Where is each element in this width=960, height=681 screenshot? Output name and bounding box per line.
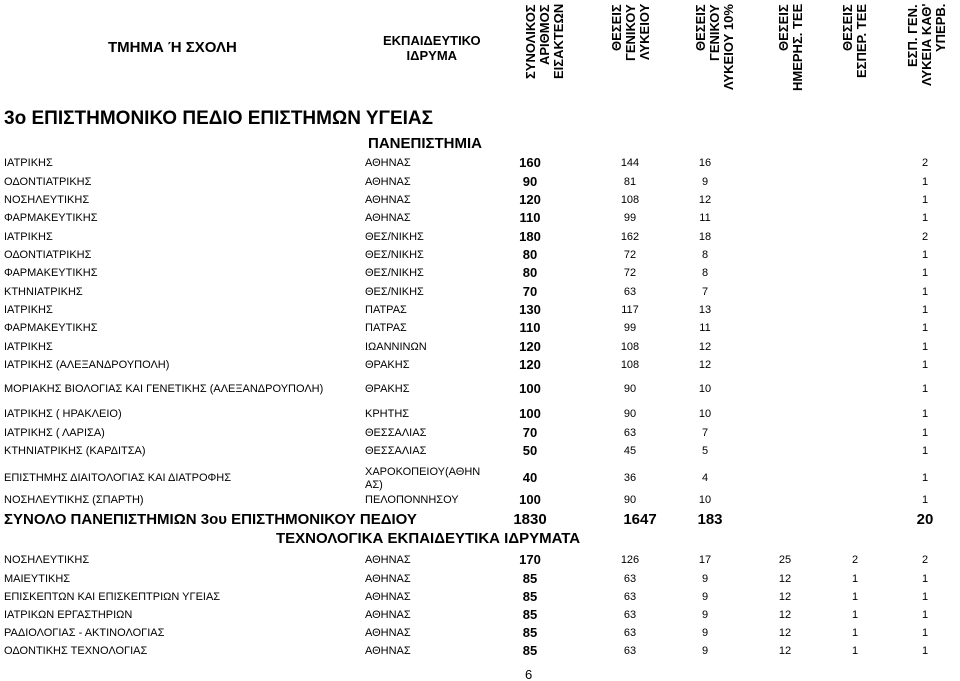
cell-school: ΟΔΟΝΤΙΚΗΣ ΤΕΧΝΟΛΟΓΙΑΣ (4, 645, 148, 657)
cell-institution: ΙΩΑΝΝΙΝΩΝ (365, 341, 427, 353)
cell-spec-tee: 2 (851, 554, 859, 566)
cell-total: 70 (522, 425, 538, 440)
table-row (0, 624, 960, 642)
cell-total: 160 (519, 155, 541, 170)
cell-institution: ΑΘΗΝΑΣ (365, 176, 411, 188)
cell-general: 72 (623, 267, 637, 279)
cell-total: 120 (519, 192, 541, 207)
cell-last: 1 (921, 573, 929, 585)
sum-general: 1647 (623, 511, 657, 528)
cell-general10: 9 (701, 609, 709, 621)
cell-institution: ΑΘΗΝΑΣ (365, 194, 411, 206)
cell-general: 99 (623, 322, 637, 334)
cell-general10: 7 (701, 286, 709, 298)
cell-general: 63 (623, 286, 637, 298)
cell-total: 170 (519, 552, 541, 567)
cell-general: 108 (620, 194, 640, 206)
cell-school: ΚΤΗΝΙΑΤΡΙΚΗΣ (ΚΑΡΔΙΤΣΑ) (4, 445, 146, 457)
cell-last: 2 (921, 231, 929, 243)
cell-school: ΙΑΤΡΙΚΗΣ (4, 231, 53, 243)
table-row (0, 606, 960, 624)
cell-general10: 12 (698, 359, 712, 371)
cell-total: 40 (522, 470, 538, 485)
cell-general10: 16 (698, 157, 712, 169)
cell-institution: ΠΕΛΟΠΟΝΝΗΣΟΥ (365, 494, 459, 506)
cell-general10: 8 (701, 249, 709, 261)
cell-day-tee: 12 (778, 645, 792, 657)
group-title-universities: ΠΑΝΕΠΙΣΤΗΜΙΑ (368, 135, 482, 152)
header-spec-tee: ΘΕΣΕΙΣ ΕΣΠΕΡ. ΤΕΕ (840, 4, 869, 79)
cell-institution: ΚΡΗΤΗΣ (365, 408, 410, 420)
group-title-tei: ΤΕΧΝΟΛΟΓΙΚΑ ΕΚΠΑΙΔΕΥΤΙΚΑ ΙΔΡΥΜΑΤΑ (276, 530, 581, 547)
cell-last: 1 (921, 267, 929, 279)
cell-total: 120 (519, 339, 541, 354)
cell-last: 1 (921, 609, 929, 621)
cell-total: 110 (519, 210, 541, 225)
cell-general: 144 (620, 157, 640, 169)
table-row (0, 551, 960, 569)
table-row (0, 338, 960, 356)
cell-institution: ΧΑΡΟΚΟΠΕΙΟΥ(ΑΘΗΝ ΑΣ) (365, 466, 481, 491)
cell-general10: 8 (701, 267, 709, 279)
cell-day-tee: 12 (778, 573, 792, 585)
cell-last: 1 (921, 341, 929, 353)
cell-institution: ΘΕΣ/ΝΙΚΗΣ (365, 267, 424, 279)
cell-total: 110 (519, 320, 541, 335)
cell-total: 130 (519, 302, 541, 317)
table-row (0, 301, 960, 319)
cell-spec-tee: 1 (851, 591, 859, 603)
page-number: 6 (525, 667, 533, 681)
table-row (0, 588, 960, 606)
header-general10: ΘΕΣΕΙΣ ΓΕΝΙΚΟΥ ΛΥΚΕΙΟΥ 10% (693, 4, 736, 90)
header-total: ΣΥΝΟΛΙΚΟΣ ΑΡΙΘΜΟΣ ΕΙΣΑΚΤΕΩΝ (523, 4, 566, 80)
cell-last: 1 (921, 249, 929, 261)
cell-spec-tee: 1 (851, 645, 859, 657)
cell-general10: 4 (701, 472, 709, 484)
sum-general10: 183 (697, 511, 723, 528)
cell-general10: 10 (698, 408, 712, 420)
cell-total: 85 (522, 643, 538, 658)
cell-general: 45 (623, 445, 637, 457)
cell-last: 1 (921, 627, 929, 639)
cell-day-tee: 12 (778, 609, 792, 621)
cell-total: 50 (522, 443, 538, 458)
cell-general: 108 (620, 359, 640, 371)
table-row (0, 209, 960, 227)
cell-institution: ΑΘΗΝΑΣ (365, 591, 411, 603)
cell-general: 90 (623, 383, 637, 395)
cell-general: 99 (623, 212, 637, 224)
cell-institution: ΑΘΗΝΑΣ (365, 645, 411, 657)
table-row (0, 191, 960, 209)
cell-total: 80 (522, 247, 538, 262)
cell-general10: 10 (698, 383, 712, 395)
cell-institution: ΘΡΑΚΗΣ (365, 383, 410, 395)
table-row (0, 173, 960, 191)
table-row (0, 642, 960, 660)
cell-institution: ΘΕΣ/ΝΙΚΗΣ (365, 286, 424, 298)
cell-school: ΙΑΤΡΙΚΗΣ ( ΛΑΡΙΣΑ) (4, 427, 105, 439)
header-institution: ΕΚΠΑΙΔΕΥΤΙΚΟ ΙΔΡΥΜΑ (383, 33, 481, 63)
cell-last: 1 (921, 322, 929, 334)
cell-last: 2 (921, 157, 929, 169)
table-row (0, 465, 960, 491)
cell-general10: 11 (699, 322, 711, 334)
cell-last: 1 (921, 212, 929, 224)
cell-general: 126 (620, 554, 640, 566)
table-row (0, 380, 960, 398)
table-row (0, 319, 960, 337)
cell-total: 90 (522, 174, 538, 189)
cell-general10: 10 (698, 494, 712, 506)
cell-general: 90 (623, 408, 637, 420)
sum-label: ΣΥΝΟΛΟ ΠΑΝΕΠΙΣΤΗΜΙΩΝ 3ου ΕΠΙΣΤΗΜΟΝΙΚΟΥ ΠΕΔΙΟΥ (4, 511, 417, 528)
table-row (0, 246, 960, 264)
cell-institution: ΘΕΣΣΑΛΙΑΣ (365, 427, 427, 439)
cell-last: 1 (921, 383, 929, 395)
sum-total: 1830 (513, 511, 547, 528)
cell-school: ΝΟΣΗΛΕΥΤΙΚΗΣ (ΣΠΑΡΤΗ) (4, 494, 144, 506)
cell-general: 63 (623, 591, 637, 603)
cell-total: 85 (522, 607, 538, 622)
cell-school: ΙΑΤΡΙΚΗΣ (4, 341, 53, 353)
cell-total: 85 (522, 589, 538, 604)
cell-general: 63 (623, 609, 637, 621)
cell-institution: ΑΘΗΝΑΣ (365, 627, 411, 639)
cell-school: ΕΠΙΣΚΕΠΤΩΝ ΚΑΙ ΕΠΙΣΚΕΠΤΡΙΩΝ ΥΓΕΙΑΣ (4, 591, 221, 603)
cell-institution: ΘΡΑΚΗΣ (365, 359, 410, 371)
cell-institution: ΘΕΣ/ΝΙΚΗΣ (365, 231, 424, 243)
cell-last: 2 (921, 554, 929, 566)
cell-total: 80 (522, 265, 538, 280)
cell-day-tee: 12 (778, 627, 792, 639)
cell-general: 162 (620, 231, 640, 243)
cell-last: 1 (921, 591, 929, 603)
cell-general: 81 (623, 176, 637, 188)
table-row (0, 356, 960, 374)
cell-school: ΕΠΙΣΤΗΜΗΣ ΔΙΑΙΤΟΛΟΓΙΑΣ ΚΑΙ ΔΙΑΤΡΟΦΗΣ (4, 472, 232, 484)
header-general: ΘΕΣΕΙΣ ΓΕΝΙΚΟΥ ΛΥΚΕΙΟΥ (609, 4, 652, 61)
cell-institution: ΘΕΣΣΑΛΙΑΣ (365, 445, 427, 457)
cell-spec-tee: 1 (851, 609, 859, 621)
cell-general: 63 (623, 645, 637, 657)
cell-general10: 9 (701, 627, 709, 639)
cell-school: ΟΔΟΝΤΙΑΤΡΙΚΗΣ (4, 249, 92, 261)
cell-general10: 18 (698, 231, 712, 243)
cell-general: 63 (623, 427, 637, 439)
cell-school: ΝΟΣΗΛΕΥΤΙΚΗΣ (4, 554, 90, 566)
cell-general10: 9 (701, 591, 709, 603)
header-day-tee: ΘΕΣΕΙΣ ΗΜΕΡΗΣ. ΤΕΕ (776, 4, 805, 92)
cell-total: 100 (519, 381, 541, 396)
cell-general10: 9 (701, 573, 709, 585)
cell-total: 120 (519, 357, 541, 372)
cell-institution: ΑΘΗΝΑΣ (365, 573, 411, 585)
cell-last: 1 (921, 176, 929, 188)
table-row (0, 264, 960, 282)
cell-general10: 12 (698, 341, 712, 353)
cell-general10: 11 (699, 212, 711, 224)
cell-general: 63 (623, 627, 637, 639)
cell-general: 36 (623, 472, 637, 484)
cell-institution: ΑΘΗΝΑΣ (365, 609, 411, 621)
cell-general10: 5 (701, 445, 709, 457)
cell-institution: ΠΑΤΡΑΣ (365, 322, 407, 334)
table-row (0, 570, 960, 588)
table-row (0, 283, 960, 301)
cell-last: 1 (921, 359, 929, 371)
header-school: ΤΜΗΜΑ Ή ΣΧΟΛΗ (108, 39, 237, 56)
cell-total: 85 (522, 571, 538, 586)
cell-school: ΝΟΣΗΛΕΥΤΙΚΗΣ (4, 194, 90, 206)
table-row (0, 154, 960, 172)
table-row (0, 491, 960, 509)
table-row (0, 442, 960, 460)
cell-total: 100 (519, 492, 541, 507)
cell-school: ΜΑΙΕΥΤΙΚΗΣ (4, 573, 71, 585)
cell-school: ΙΑΤΡΙΚΗΣ (ΑΛΕΞΑΝΔΡΟΥΠΟΛΗ) (4, 359, 170, 371)
cell-school: ΦΑΡΜΑΚΕΥΤΙΚΗΣ (4, 212, 98, 224)
cell-total: 100 (519, 406, 541, 421)
cell-school: ΦΑΡΜΑΚΕΥΤΙΚΗΣ (4, 322, 98, 334)
cell-institution: ΘΕΣ/ΝΙΚΗΣ (365, 249, 424, 261)
cell-general: 90 (623, 494, 637, 506)
cell-institution: ΠΑΤΡΑΣ (365, 304, 407, 316)
table-row (0, 228, 960, 246)
cell-institution: ΑΘΗΝΑΣ (365, 157, 411, 169)
cell-last: 1 (921, 427, 929, 439)
cell-last: 1 (921, 445, 929, 457)
cell-institution: ΑΘΗΝΑΣ (365, 212, 411, 224)
cell-last: 1 (921, 194, 929, 206)
cell-total: 180 (519, 229, 541, 244)
cell-school: ΙΑΤΡΙΚΗΣ ( ΗΡΑΚΛΕΙΟ) (4, 408, 122, 420)
cell-general10: 9 (701, 645, 709, 657)
cell-general10: 17 (698, 554, 712, 566)
cell-last: 1 (921, 494, 929, 506)
cell-school: ΜΟΡΙΑΚΗΣ ΒΙΟΛΟΓΙΑΣ ΚΑΙ ΓΕΝΕΤΙΚΗΣ (ΑΛΕΞΑΝΔΡΟΥΠΟΛΗ) (4, 383, 324, 395)
cell-last: 1 (921, 472, 929, 484)
sum-last: 20 (916, 511, 934, 528)
cell-school: ΚΤΗΝΙΑΤΡΙΚΗΣ (4, 286, 83, 298)
cell-total: 85 (522, 625, 538, 640)
cell-day-tee: 25 (778, 554, 792, 566)
sum-row (0, 510, 960, 530)
cell-spec-tee: 1 (851, 627, 859, 639)
cell-spec-tee: 1 (851, 573, 859, 585)
cell-general: 117 (621, 304, 639, 316)
cell-general10: 9 (701, 176, 709, 188)
table-row (0, 424, 960, 442)
cell-total: 70 (522, 284, 538, 299)
cell-general10: 12 (698, 194, 712, 206)
cell-general: 108 (620, 341, 640, 353)
header-last: ΕΣΠ. ΓΕΝ. ΛΥΚΕΙΑ ΚΑΘ' ΥΠΕΡΒ. (905, 4, 948, 87)
cell-last: 1 (921, 286, 929, 298)
cell-last: 1 (921, 408, 929, 420)
cell-general: 72 (623, 249, 637, 261)
cell-last: 1 (921, 645, 929, 657)
cell-institution: ΑΘΗΝΑΣ (365, 554, 411, 566)
cell-last: 1 (921, 304, 929, 316)
cell-general10: 13 (698, 304, 712, 316)
cell-school: ΙΑΤΡΙΚΗΣ (4, 157, 53, 169)
cell-day-tee: 12 (778, 591, 792, 603)
cell-general10: 7 (701, 427, 709, 439)
cell-general: 63 (623, 573, 637, 585)
cell-school: ΙΑΤΡΙΚΗΣ (4, 304, 53, 316)
cell-school: ΙΑΤΡΙΚΩΝ ΕΡΓΑΣΤΗΡΙΩΝ (4, 609, 133, 621)
cell-school: ΡΑΔΙΟΛΟΓΙΑΣ - ΑΚΤΙΝΟΛΟΓΙΑΣ (4, 627, 165, 639)
cell-school: ΦΑΡΜΑΚΕΥΤΙΚΗΣ (4, 267, 98, 279)
cell-school: ΟΔΟΝΤΙΑΤΡΙΚΗΣ (4, 176, 92, 188)
table-row (0, 405, 960, 423)
section-title: 3ο ΕΠΙΣΤΗΜΟΝΙΚΟ ΠΕΔΙΟ ΕΠΙΣΤΗΜΩΝ ΥΓΕΙΑΣ (4, 108, 434, 129)
